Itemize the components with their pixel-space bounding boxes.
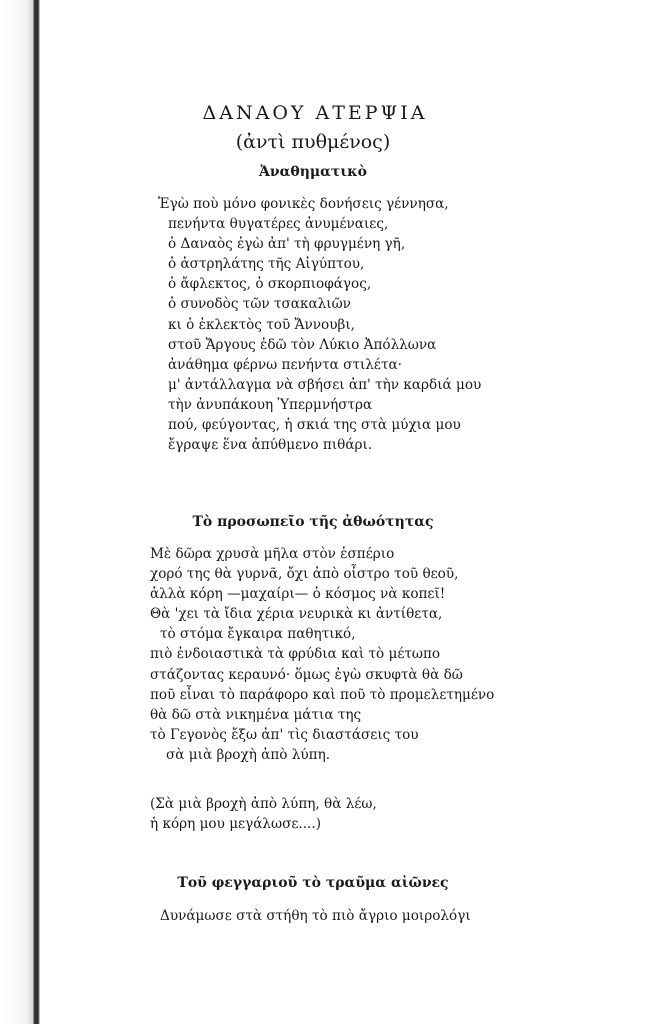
poem-line: χορό της θὰ γυρνᾶ, ὄχι ἀπὸ οἶστρο τοῦ θεοῦ, xyxy=(150,566,459,583)
poem-line: σὰ μιὰ βροχὴ ἀπὸ λύπη. xyxy=(166,746,331,763)
poem-line: ὁ ἄφλεκτος, ὁ σκορπιοφάγος, xyxy=(168,276,372,293)
section-heading-feggari: Τοῦ φεγγαριοῦ τὸ τραῦμα αἰῶνες xyxy=(177,875,449,891)
poem-line: (Σὰ μιὰ βροχὴ ἀπὸ λύπη, θὰ λέω, xyxy=(150,796,377,812)
poem-line: πού, φεύγοντας, ἡ σκιά της στὰ μύχια μου xyxy=(168,417,461,434)
section-heading-anathimatiko: Ἀναθηματικὸ xyxy=(259,164,367,180)
poem-line: ποῦ εἶναι τὸ παράφορο καὶ ποῦ τὸ προμελετημένο xyxy=(150,686,495,703)
poem-line: τὸ Γεγονὸς ἔξω ἀπ' τὶς διαστάσεις του xyxy=(150,726,419,743)
poem-line: Δυνάμωσε στὰ στήθη τὸ πιὸ ἄγριο μοιρολόγι xyxy=(160,908,471,924)
poem-line: πιὸ ἐνδοιαστικὰ τὰ φρύδια καὶ τὸ μέτωπο xyxy=(150,646,441,663)
poem-subtitle: (ἀντὶ πυθμένος) xyxy=(235,131,391,153)
poem-line: ἡ κόρη μου μεγάλωσε....) xyxy=(150,816,321,833)
poem-line: τὸ στόμα ἔγκαιρα παθητικό, xyxy=(160,626,356,643)
poem-stanza-3 xyxy=(160,906,471,926)
poem-line: ἀλλὰ κόρη —μαχαίρι— ὁ κόσμος νὰ κοπεῖ! xyxy=(150,586,446,603)
poem-line: κι ὁ ἐκλεκτὸς τοῦ Ἄννουβι, xyxy=(168,316,355,333)
poem-stanza-1 xyxy=(158,194,481,455)
poem-stanza-2 xyxy=(150,544,494,765)
poem-stanza-2-parenthetical xyxy=(150,794,377,834)
poem-line: θὰ δῶ στὰ νικημένα μάτια της xyxy=(150,706,362,723)
poem-title: ΔΑΝΑΟΥ ΑΤΕΡΨΙΑ xyxy=(202,102,428,124)
poem-line: Θὰ 'χει τὰ ἴδια χέρια νευρικὰ κι ἀντίθετα, xyxy=(150,606,443,623)
poem-line: ἔγραψε ἕνα ἀπύθμενο πιθάρι. xyxy=(168,437,373,454)
poem-line: ὁ ἀστρηλάτης τῆς Αἰγύπτου, xyxy=(168,256,365,273)
poem-line: στάζοντας κεραυνό· ὅμως ἐγὼ σκυφτὰ θὰ δῶ xyxy=(150,666,463,683)
poem-line: ὁ Δαναὸς ἐγὼ ἀπ' τὴ φρυγμένη γῆ, xyxy=(168,236,406,253)
section-heading-prosopeio: Τὸ προσωπεῖο τῆς ἀθωότητας xyxy=(192,514,434,530)
poem-line: ὁ συνοδὸς τῶν τσακαλιῶν xyxy=(168,296,351,313)
poem-line: στοῦ Ἄργους ἐδῶ τὸν Λύκιο Ἀπόλλωνα xyxy=(168,336,437,353)
poem-line: Ἐγὼ ποὺ μόνο φονικὲς δονήσεις γέννησα, xyxy=(158,196,449,212)
poem-line: Μὲ δῶρα χρυσὰ μῆλα στὸν ἑσπέριο xyxy=(150,546,395,562)
poem-line: τὴν ἀνυπάκουη Ὑπερμνήστρα xyxy=(168,396,373,413)
poem-line: ἀνάθημα φέρνω πενήντα στιλέτα· xyxy=(168,356,402,373)
poem-line: μ' ἀντάλλαγμα νὰ σβήσει ἀπ' τὴν καρδιά μου xyxy=(168,376,482,393)
poem-line: πενήντα θυγατέρες ἀνυμέναιες, xyxy=(168,216,389,233)
